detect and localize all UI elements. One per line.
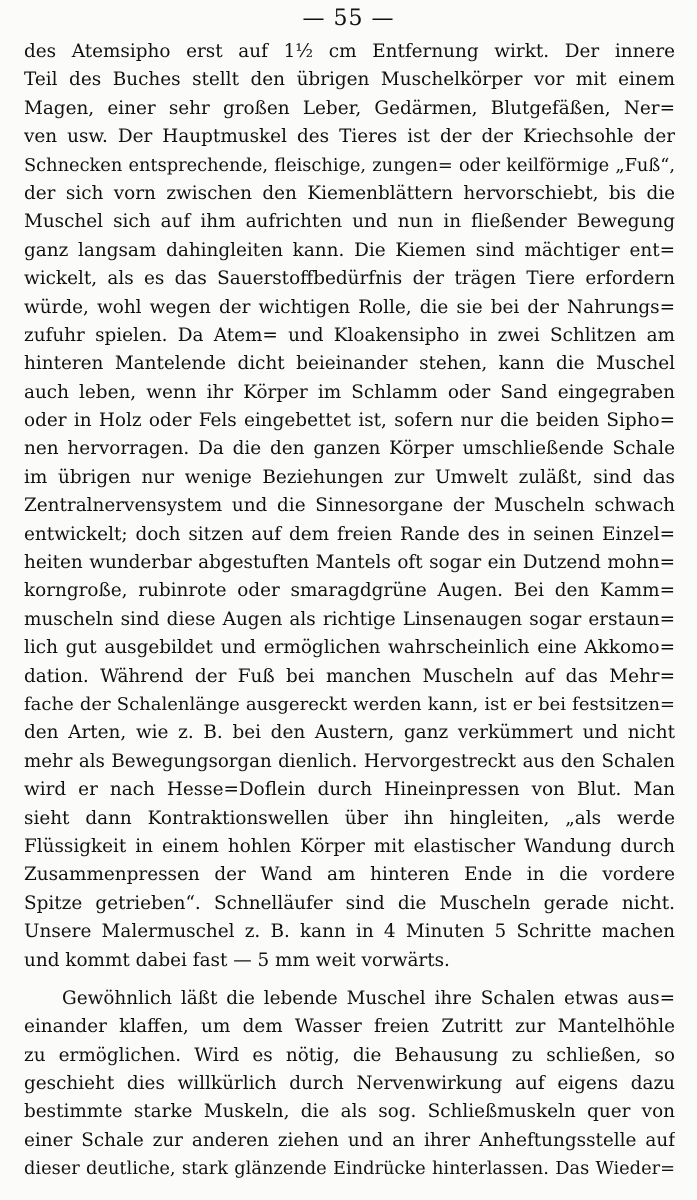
text-line: Muschel sich auf ihm aufrichten und nun in fließender Bewegung [24, 211, 675, 233]
text-line: bestimmte starke Muskeln, die als sog. Schließmuskeln quer von [24, 1101, 675, 1123]
text-line: Zusammenpressen der Wand am hinteren Ende in die vordere [24, 864, 675, 886]
body-text [24, 38, 675, 1184]
page-number: — 55 — [302, 6, 395, 31]
text-line: dieser deutliche, stark glänzende Eindrücke hinterlassen. Das Wieder= [24, 1158, 675, 1180]
text-line: würde, wohl wegen der wichtigen Rolle, die sie bei der Nahrungs= [24, 296, 675, 318]
text-line: wickelt, als es das Sauerstoffbedürfnis der trägen Tiere erfordern [24, 268, 675, 290]
text-line: ven usw. Der Hauptmuskel des Tieres ist der der Kriechsohle der [24, 126, 675, 148]
text-line: dation. Während der Fuß bei manchen Muscheln auf das Mehr= [24, 665, 675, 687]
text-line: einander klaffen, um dem Wasser freien Zutritt zur Mantelhöhle [24, 1016, 675, 1038]
text-line: heiten wunderbar abgestuften Mantels oft sogar ein Dutzend mohn= [24, 552, 675, 574]
text-line: entwickelt; doch sitzen auf dem freien Rande des in seinen Einzel= [24, 523, 675, 545]
text-line: ganz langsam dahingleiten kann. Die Kiemen sind mächtiger ent= [24, 239, 675, 261]
text-line: Gewöhnlich läßt die lebende Muschel ihre Schalen etwas aus= [62, 987, 675, 1009]
text-line: wird er nach Hesse=Doflein durch Hineinpressen von Blut. Man [24, 779, 675, 801]
text-line: des Atemsipho erst auf 1½ cm Entfernung wirkt. Der innere [24, 41, 675, 62]
text-line: nen hervorragen. Da die den ganzen Körper umschließende Schale [24, 438, 675, 460]
paragraph-1 [24, 38, 675, 975]
text-line: hinteren Mantelende dicht beieinander stehen, kann die Muschel [24, 353, 675, 375]
text-line: im übrigen nur wenige Beziehungen zur Umwelt zuläßt, sind das [24, 466, 675, 488]
text-line: der sich vorn zwischen den Kiemenblättern hervorschiebt, bis die [24, 182, 675, 204]
text-line: Spitze getrieben“. Schnelläufer sind die Muscheln gerade nicht. [24, 892, 675, 914]
text-line: muscheln sind diese Augen als richtige Linsenaugen sogar erstaun= [24, 608, 675, 630]
text-line: korngroße, rubinrote oder smaragdgrüne Augen. Bei den Kamm= [24, 580, 675, 602]
text-line: lich gut ausgebildet und ermöglichen wahrscheinlich eine Akkomo= [24, 637, 675, 659]
paragraph-2 [24, 985, 675, 1184]
text-line: Zentralnervensystem und die Sinnesorgane der Muscheln schwach [24, 495, 675, 517]
text-line: und kommt dabei fast — 5 mm weit vorwärts. [24, 949, 450, 971]
text-line: Schnecken entsprechende, fleischige, zungen= oder keilförmige „Fuß“, [24, 154, 675, 176]
text-line: mehr als Bewegungsorgan dienlich. Hervorgestreckt aus den Schalen [24, 750, 675, 772]
text-line: den Arten, wie z. B. bei den Austern, ganz verkümmert und nicht [24, 722, 675, 744]
text-line: Teil des Buches stellt den übrigen Muschelkörper vor mit einem [24, 69, 675, 91]
text-line: sieht dann Kontraktionswellen über ihn hingleiten, „als werde [24, 807, 675, 829]
text-line: auch leben, wenn ihr Körper im Schlamm oder Sand eingegraben [24, 381, 675, 403]
text-line: geschieht dies willkürlich durch Nervenwirkung auf eigens dazu [24, 1073, 675, 1095]
text-line: zu ermöglichen. Wird es nötig, die Behausung zu schließen, so [24, 1044, 675, 1066]
text-line: oder in Holz oder Fels eingebettet ist, sofern nur die beiden Sipho= [24, 410, 675, 432]
text-line: zufuhr spielen. Da Atem= und Kloakensipho in zwei Schlitzen am [24, 324, 675, 346]
text-line: Magen, einer sehr großen Leber, Gedärmen, Blutgefäßen, Ner= [24, 97, 675, 119]
text-line: einer Schale zur anderen ziehen und an ihrer Anheftungsstelle auf [24, 1129, 675, 1151]
text-line: Flüssigkeit in einem hohlen Körper mit elastischer Wandung durch [24, 835, 675, 857]
text-line: fache der Schalenlänge ausgereckt werden kann, ist er bei festsitzen= [24, 693, 675, 715]
paragraph-gap [24, 975, 675, 985]
text-line: Unsere Malermuschel z. B. kann in 4 Minuten 5 Schritte machen [24, 921, 675, 943]
